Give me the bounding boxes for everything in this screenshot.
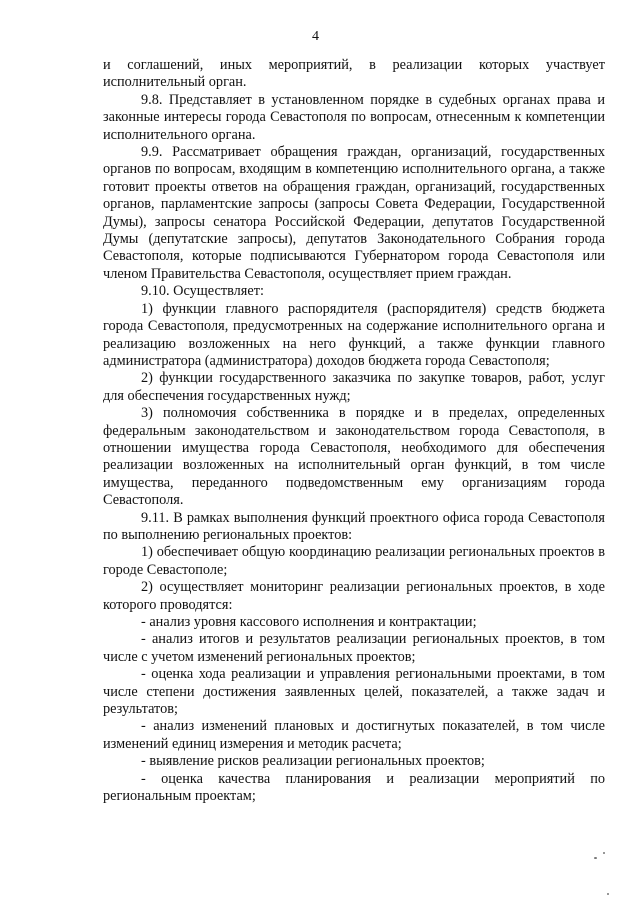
scan-speck bbox=[594, 857, 597, 859]
paragraph: 1) функции главного распорядителя (распорядителя) средств бюджета города Севастополя, предусмотренных на содержание исполнительного органа и реализацию возложенных на него функций, а также функции главного администратора (администратора) доходов бюджета города Севастополя; bbox=[103, 300, 605, 369]
paragraph: 9.11. В рамках выполнения функций проектного офиса города Севастополя по выполнению региональных проектов: bbox=[103, 509, 605, 543]
paragraph: 9.9. Рассматривает обращения граждан, организаций, государственных органов по вопросам, входящим в компетенцию исполнительного органа, а также готовит проекты ответов на обращения граждан, организаций, государственных органов, парламентские запросы (запросы Совета Федерации, Государственной Думы), запросы сенатора Российской Федерации, депутатов Государственной Думы (депутатские запросы), депутатов Законодательного Собрания города Севастополя, которые подписываются Губернатором города Севастополя или членом Правительства Севастополя, осуществляет прием граждан. bbox=[103, 144, 605, 282]
paragraph: 9.10. Осуществляет: bbox=[141, 283, 264, 300]
page-number: 4 bbox=[312, 29, 319, 44]
document-body bbox=[103, 57, 605, 805]
paragraph: 2) осуществляет мониторинг реализации региональных проектов, в ходе которого проводятся: bbox=[103, 579, 605, 613]
scan-speck bbox=[603, 852, 605, 854]
paragraph: - анализ уровня кассового исполнения и контрактации; bbox=[141, 614, 477, 630]
paragraph: 3) полномочия собственника в порядке и в пределах, определенных федеральным законодательством и законодательством города Севастополя, в отношении имущества города Севастополя, необходимого для обеспечения реализации возложенных на исполнительный орган функций, в том числе имущества, переданного подведомственным ему организациям города Севастополя. bbox=[103, 405, 605, 509]
paragraph: - оценка качества планирования и реализации мероприятий по региональным проектам; bbox=[103, 770, 605, 805]
paragraph: - анализ итогов и результатов реализации региональных проектов, в том числе с учетом изменений региональных проектов; bbox=[103, 631, 605, 665]
paragraph: 2) функции государственного заказчика по закупке товаров, работ, услуг для обеспечения государственных нужд; bbox=[103, 370, 605, 404]
paragraph: и соглашений, иных мероприятий, в реализации которых участвует исполнительный орган. bbox=[103, 57, 605, 91]
paragraph: 1) обеспечивает общую координацию реализации региональных проектов в городе Севастополе; bbox=[103, 544, 605, 578]
paragraph: - анализ изменений плановых и достигнутых показателей, в том числе изменений единиц измерения и методик расчета; bbox=[103, 718, 605, 752]
paragraph: - оценка хода реализации и управления региональными проектами, в том числе степени достижения заявленных целей, показателей, а также задач и результатов; bbox=[103, 666, 605, 718]
paragraph: 9.8. Представляет в установленном порядке в судебных органах права и законные интересы города Севастополя по вопросам, отнесенным к компетенции исполнительного органа. bbox=[103, 91, 605, 143]
paragraph: - выявление рисков реализации региональных проектов; bbox=[141, 753, 485, 770]
scan-speck bbox=[607, 893, 609, 895]
